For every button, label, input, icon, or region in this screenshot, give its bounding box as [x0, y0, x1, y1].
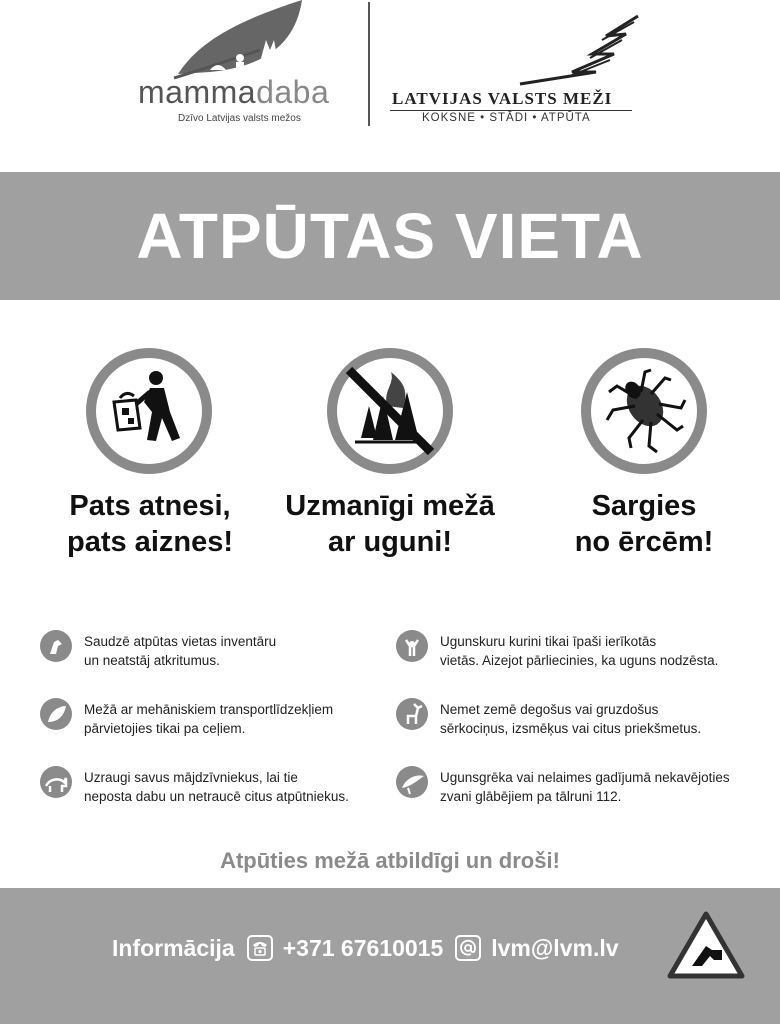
footer — [0, 888, 780, 1024]
tip-item: Nemet zemē degošus vai gruzdošus sērkociņus, izsmēķus vai citus priekšmetus. — [396, 694, 736, 744]
hiker-with-bag-icon — [84, 346, 214, 476]
email-icon — [455, 935, 481, 961]
deer-icon — [396, 630, 428, 662]
sign-caption-fire: Uzmanīgi mežā ar uguni! — [285, 490, 495, 558]
header — [0, 0, 780, 172]
header-divider — [368, 2, 370, 126]
bird-icon — [40, 630, 72, 662]
tree-stripes-icon — [510, 10, 640, 86]
no-fire-icon — [325, 346, 455, 476]
tip-item: Uzraugi savus mājdzīvniekus, lai tie neposta dabu un netraucē citus atpūtniekus. — [40, 762, 380, 812]
mammadaba-subtitle: Dzīvo Latvijas valsts mežos — [178, 113, 301, 124]
leaf-icon — [40, 698, 72, 730]
lvm-name: LATVIJAS VALSTS MEŽI — [392, 89, 613, 108]
page-title: ATPŪTAS VIETA — [136, 200, 644, 272]
tip-item: Saudzē atpūtas vietas inventāru un neatstāj atkritumus. — [40, 626, 380, 676]
lvm-underline — [390, 110, 632, 111]
animal-icon — [40, 766, 72, 798]
leaf-icon — [396, 766, 428, 798]
deer-icon — [396, 698, 428, 730]
mammadaba-wordmark: mammadaba — [138, 74, 330, 110]
lvm-subtitle: KOKSNE • STĀDI • ATPŪTA — [422, 112, 591, 124]
title-banner — [0, 172, 780, 300]
tip-item: Ugunsgrēka vai nelaimes gadījumā nekavējoties zvani glābējiem pa tālruni 112. — [396, 762, 736, 812]
tip-item: Mežā ar mehāniskiem transportlīdzekļiem pārvietojies tikai pa ceļiem. — [40, 694, 380, 744]
sign-caption-litter: Pats atnesi, pats aiznes! — [67, 490, 233, 558]
email-address[interactable]: lvm@lvm.lv — [491, 934, 619, 961]
sign-carry-litter — [84, 346, 214, 476]
info-label: Informācija — [112, 934, 235, 961]
phone-number[interactable]: +371 67610015 — [282, 934, 444, 961]
warning-triangle-icon — [666, 910, 746, 980]
sign-caption-ticks: Sargies no ērcēm! — [574, 490, 714, 558]
sign-fire-caution — [325, 346, 455, 476]
mammadaba-logo — [130, 0, 360, 130]
contact-row — [112, 930, 619, 966]
leaf-animals-icon — [170, 0, 320, 80]
tick-icon — [579, 346, 709, 476]
phone-icon — [247, 935, 273, 961]
sign-ticks — [579, 346, 709, 476]
tip-item: Ugunskuru kurini tikai īpaši ierīkotās vietās. Aizejot pārliecinies, ka uguns nodzēsta. — [396, 626, 736, 676]
slogan: Atpūties mežā atbildīgi un droši! — [220, 848, 560, 873]
lvm-logo — [390, 10, 640, 130]
